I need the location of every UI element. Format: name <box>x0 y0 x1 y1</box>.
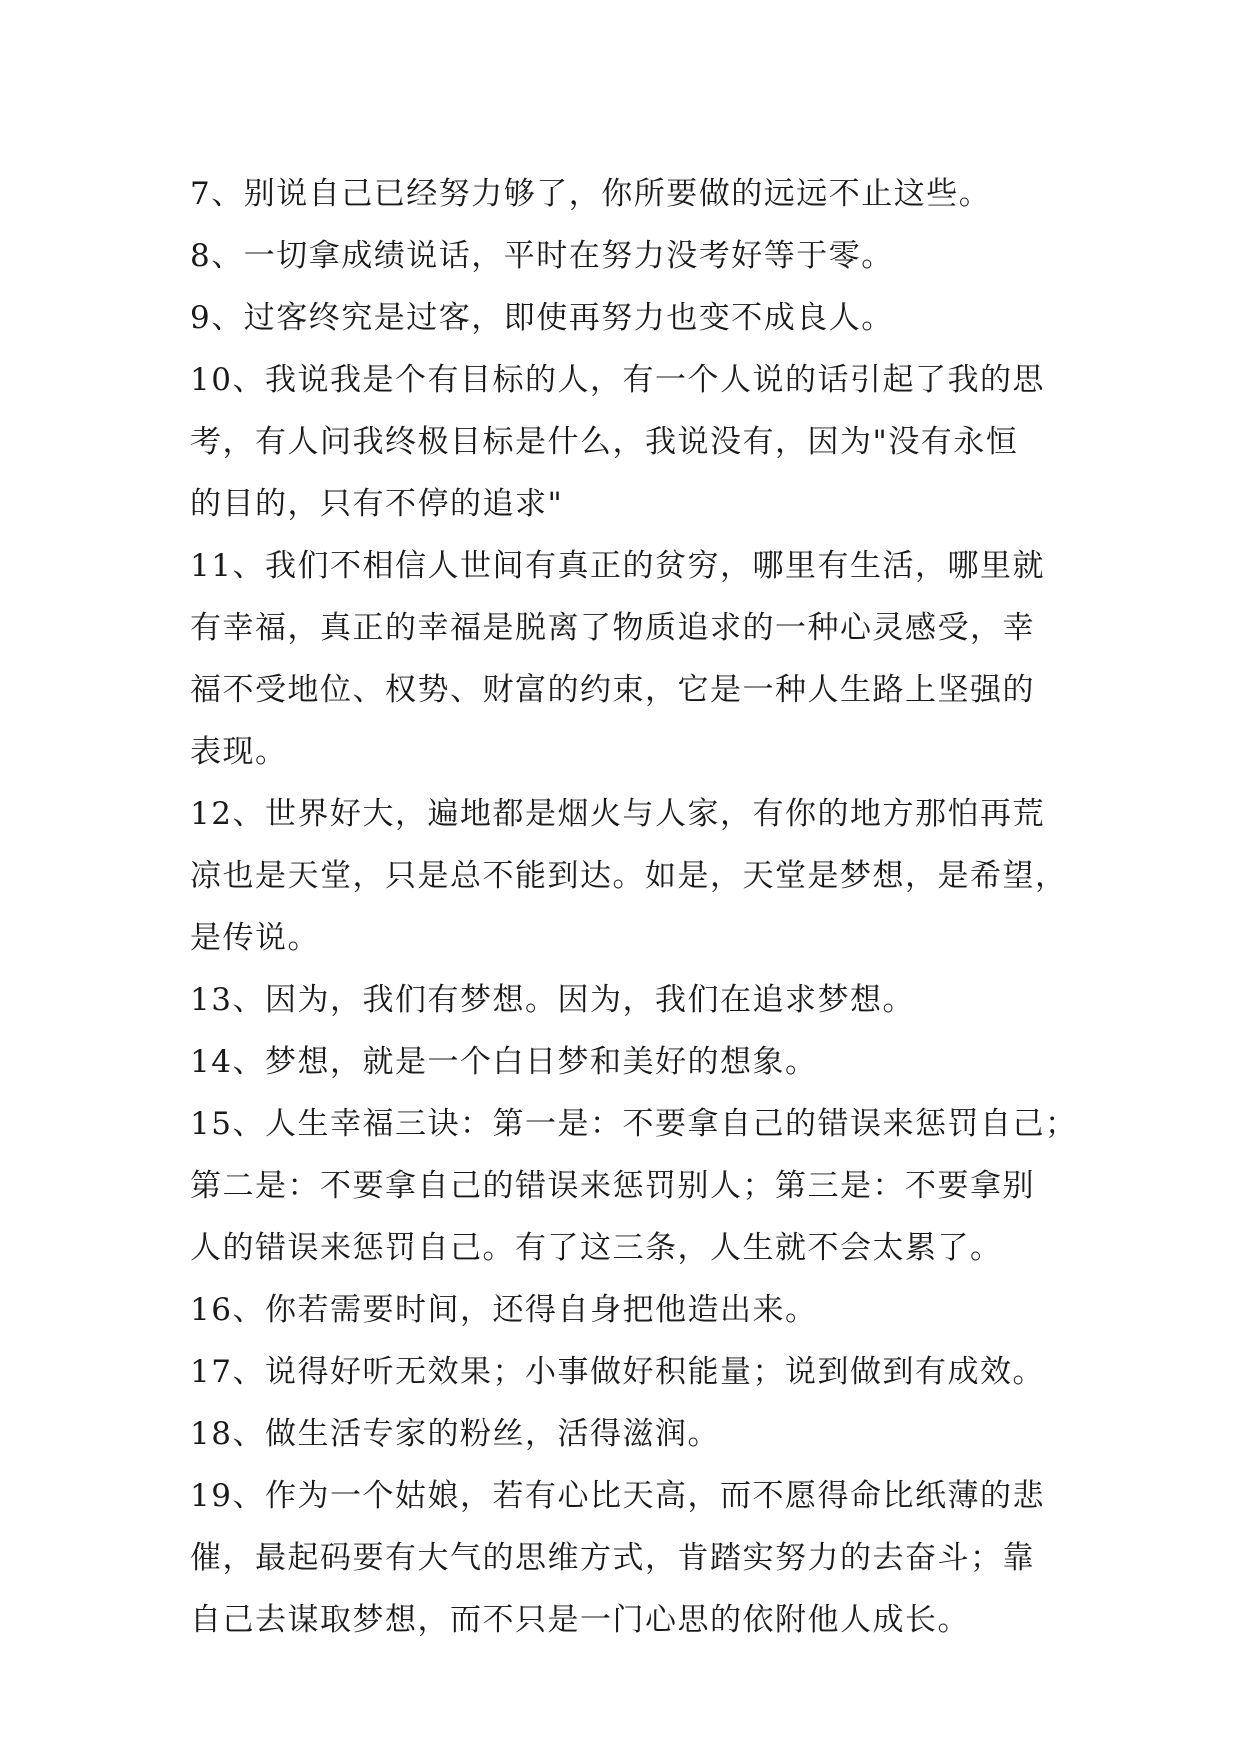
text-line: 第二是：不要拿自己的错误来惩罚别人；第三是：不要拿别 <box>190 1168 1035 1204</box>
text-line: 自己去谋取梦想，而不只是一门心思的依附他人成长。 <box>190 1602 970 1638</box>
text-line: 凉也是天堂，只是总不能到达。如是，天堂是梦想，是希望， <box>190 858 1068 894</box>
text-line: 催，最起码要有大气的思维方式，肯踏实努力的去奋斗；靠 <box>190 1540 1035 1576</box>
text-line: 10、我说我是个有目标的人，有一个人说的话引起了我的思 <box>190 362 1045 398</box>
text-line: 17、说得好听无效果；小事做好积能量；说到做到有成效。 <box>190 1354 1045 1390</box>
text-line: 人的错误来惩罚自己。有了这三条，人生就不会太累了。 <box>190 1230 1003 1266</box>
text-line: 11、我们不相信人世间有真正的贫穷，哪里有生活，哪里就 <box>190 548 1045 584</box>
text-line: 是传说。 <box>190 920 320 956</box>
text-line: 表现。 <box>190 734 288 770</box>
text-line: 福不受地位、权势、财富的约束，它是一种人生路上坚强的 <box>190 672 1035 708</box>
text-line: 12、世界好大，遍地都是烟火与人家，有你的地方那怕再荒 <box>190 796 1045 832</box>
text-line: 有幸福，真正的幸福是脱离了物质追求的一种心灵感受，幸 <box>190 610 1035 646</box>
text-line: 16、你若需要时间，还得自身把他造出来。 <box>190 1292 818 1328</box>
document-body <box>190 163 1078 1651</box>
text-line: 15、人生幸福三诀：第一是：不要拿自己的错误来惩罚自己； <box>190 1106 1078 1142</box>
text-line: 9、过客终究是过客，即使再努力也变不成良人。 <box>190 300 894 336</box>
text-line: 18、做生活专家的粉丝，活得滋润。 <box>190 1416 720 1452</box>
text-line: 13、因为，我们有梦想。因为，我们在追求梦想。 <box>190 982 915 1018</box>
text-line: 的目的，只有不停的追求" <box>190 486 564 522</box>
text-line: 考，有人问我终极目标是什么，我说没有，因为"没有永恒 <box>190 424 1019 460</box>
text-line: 7、别说自己已经努力够了，你所要做的远远不止这些。 <box>190 176 992 212</box>
text-line: 14、梦想，就是一个白日梦和美好的想象。 <box>190 1044 818 1080</box>
text-line: 8、一切拿成绩说话，平时在努力没考好等于零。 <box>190 238 894 274</box>
text-line: 19、作为一个姑娘，若有心比天高，而不愿得命比纸薄的悲 <box>190 1478 1045 1514</box>
